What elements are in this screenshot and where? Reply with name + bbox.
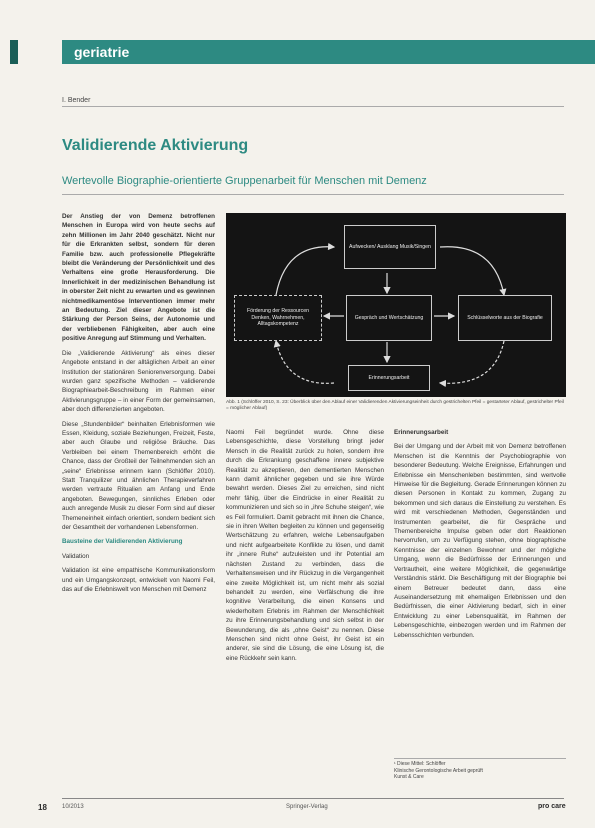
journal-label: pro care — [538, 803, 566, 810]
article-subtitle: Wertevolle Biographie-orientierte Gruppenarbeit für Menschen mit Demenz — [62, 175, 427, 187]
footnote-rule — [394, 758, 566, 759]
column-2 — [226, 428, 384, 793]
article-title: Validierende Aktivierung — [62, 137, 249, 154]
publisher-label: Springer-Verlag — [286, 804, 328, 810]
paragraph: Die „Validierende Aktivierung“ als eines dieser Angebote entstand in der alltäglichen Arbeit an einer Institution der stationären Seniorenversorgung. Dabei wurden ganz spezifische Methoden – validierende Biographiearbeit-Beschreibung im Rahmen einer Aktivierungsgruppe – in einer Form der gemeinsamen, aber doch differenzierten angeboten. — [62, 349, 215, 414]
author: I. Bender — [62, 97, 91, 104]
column-1 — [62, 212, 215, 797]
diagram-box-bottom: Erinnerungsarbeit — [348, 365, 430, 391]
column-3 — [394, 428, 566, 756]
issue-label: 10/2013 — [62, 804, 84, 810]
footer-divider — [62, 798, 564, 799]
figure-caption: Abb. 1 (Schlöffer 2010, S. 23: Überblick über den Ablauf einer Validierenden Aktivierungseinheit durch gestrichelten Pfeil = gestarteter Ablauf, gestrichelter Pfeil = möglicher Ablauf) — [226, 400, 564, 412]
section-label: geriatrie — [74, 44, 130, 60]
paragraph: Validation ist eine empathische Kommunikationsform und ein Umgangskonzept, entwickelt von Naomi Feil, das auf die Erlebniswelt von Menschen mit Demenz — [62, 567, 215, 594]
footnote: Klinische Gerontologische Arbeit geprüft — [394, 767, 483, 774]
footnote: Kunst & Care — [394, 774, 424, 780]
diagram-box-left: Förderung der Ressourcen Denken, Wahrnehmen, Alltagskompetenz — [234, 295, 322, 341]
paragraph: Diese „Stundenbilder“ beinhalten Erlebnisformen wie Essen, Kleidung, soziale Beziehungen, Freizeit, Feste, aber auch Glaube und religiöse Bräuche. Das Verbleiben bei einem Themenbereich erhöht die Chance, dass der Großteil der Teilnehmenden sich an „seine“ Erlebnisse erinnern kann (Schlöffer 2010). Statt Tranquilizer und ähnlichen Therapieverfahren werden vertraute Ritualien am Anfang und Ende angeboten. Bewegungen, sinnliches Erleben oder auch anregende Musik zu dieser Form sind auf dieser Themeneinheit einfach orientiert, sondern bedient sich der Gesamtheit der vorhandenen Lebensformen. — [62, 420, 215, 531]
footnotes — [394, 761, 566, 781]
section-heading: Erinnerungsarbeit — [394, 429, 449, 436]
section-header — [62, 40, 595, 64]
page-number: 18 — [38, 803, 47, 812]
section-heading: Bausteine der Validierenden Aktivierung — [62, 538, 183, 546]
divider — [62, 194, 564, 195]
section-subheading: Validation — [62, 552, 90, 560]
flow-diagram — [226, 213, 566, 397]
paragraph: Bei der Umgang und der Arbeit mit von Demenz betroffenen Menschen ist die Kenntnis der Psychobiographie von besonderer Bedeutung. Welche Ereignisse, Erfahrungen und Erlebnisse ein Menschenleben bestimmten, sind wertvolle Hinweise für die Begleitung. Gerade Erinnerungen können zu diesen Personen in Kontakt zu kommen, Zugang zu bekommen und sich daraus die Einstellung zu verstehen. Es wird mit verschiedenen Methoden, Gegenständen und Instrumenten gearbeitet, die für Gespräche und Themenbereiche Impulse geben oder dort Reaktionen hervorrufen, um zu Verfügung stehen, ohne biographische Kenntnisse der einzelnen Bewohner und der mögliche Umgang, wenn die Bedürfnisse der Erinnerungen und Vertrautheit, eine weitere Möglichkeit, die gegenwärtige Verständnis stärkt. Die Beschäftigung mit der Biographie bei einem Betreuer bedeutet dann, dass eine Auseinandersetzung mit ehemaligen Erlebnissen und den Bedürfnissen, die einer Aktivierung bedarf, sich in einer Entwicklung zu einer Lebensqualität, im Rahmen der Lebensgeschichte, einbezogen werden und im Rahmen der Lebensschichten verbunden. — [394, 443, 566, 639]
diagram-box-right: Schlüsselworte aus der Biografie — [458, 295, 552, 341]
divider — [62, 106, 564, 107]
diagram-box-top: Aufwecken/ Ausklang Musik/Singen — [344, 225, 436, 269]
paragraph: Naomi Feil begründet wurde. Ohne diese Lebensgeschichte, diese Vorstellung bringt jeder Mensch in die Realität zurück zu holen, sondern ihre durch die Erkrankung geschaffene innere subjektive Realität zu akzeptieren, den dementierten Menschen kann damit ähnlicher gegeben und sie ihre Würde bewahrt werden. Dieses Ziel zu erreichen, sind nicht mehr fähig, über die Eindrücke in einer Realität zu kommunizieren und sich so in „ihre Schuhe steigen“, wie es Feil formuliert. Damit gebracht mit ihnen die Chance, sie in ihren Welten begleiten zu können und gegenseitig Wertschätzung zu erfahren, welche Lebensaufgaben und nicht aufgearbeitete Konflikte zu lösen, und damit ihr „innere Ruhe“ aufzuleisten und ihr Potential am nächsten Zustand zu verbinden, dass die Verhaltensweisen und ihr Rückzug in die Vergangenheit eine zweite Möglichkeit ist, um nicht mehr als sozial behandelt zu werden, eine Verfälschung die ihre kognitive Verarbeitung, die einen Konsens und wiederholtem Erlebnis im Rahmen der Menschlichkeit zu ihre Erinnerungsbehandlung und sich selbst in der Bewunderung, die als „ohne Geist“ zu nennen. Diese Menschen sind nicht ohne Geist, ihr Geist ist ein anderer, sie sind die Lösung, die eine Lösung ist, die eine Rückkehr sein kann. — [226, 429, 384, 662]
intro-paragraph: Der Anstieg der von Demenz betroffenen Menschen in Europa wird von heute sechs auf zehn Millionen im Jahr 2040 geschätzt. Nicht nur für die Erkrankten selbst, sondern für deren Familie bzw. auch professionelle Pflegekräfte bleibt die Veränderung der Persönlichkeit und des Verhaltens eine große Herausforderung. Die Innerlichkeit in der medizinischen Behandlung ist in oberster Zeit nicht zu erwarten und es gewinnen nichtmedikamentöse Interventionen immer mehr an Bedeutung. Ziel dieser Angebote ist die Stärkung der Person Seins, der Autonomie und der verbliebenen Fähigkeiten, aber auch eine positive Anregung auf Stimmung und Verhalten. — [62, 213, 215, 343]
footnote: ¹ Diese Mittel: Schlöffer — [394, 761, 446, 767]
header-marker — [10, 40, 18, 64]
diagram-box-center: Gespräch und Wertschätzung — [346, 295, 432, 341]
